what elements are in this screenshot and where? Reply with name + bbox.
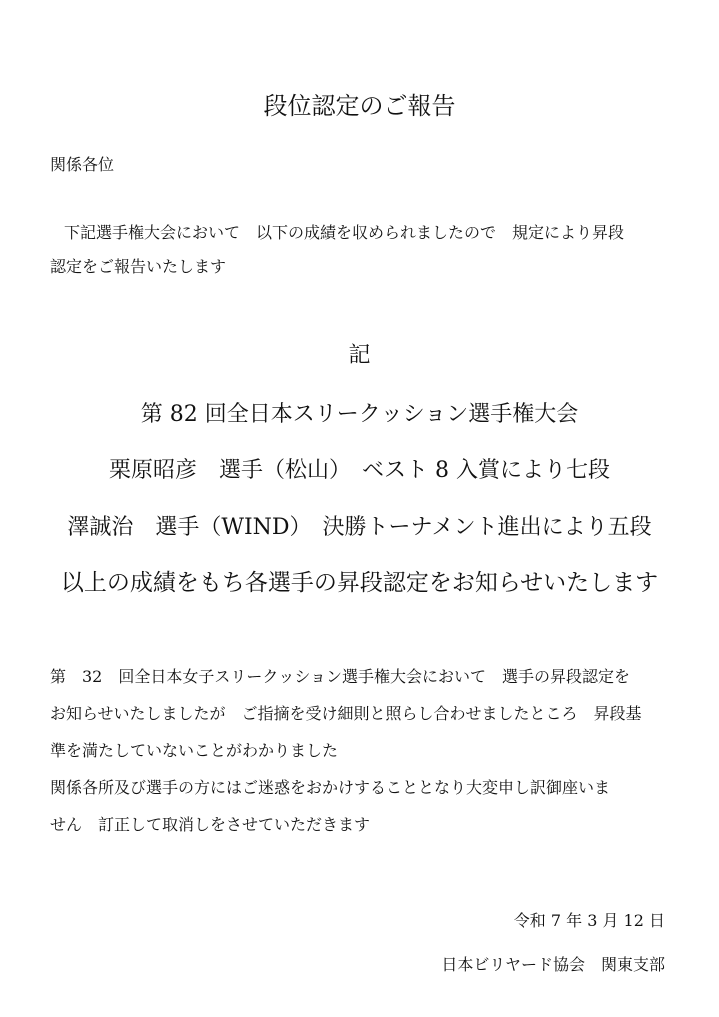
notice-line: お知らせいたしましたが ご指摘を受け細則と照らし合わせましたところ 昇段基	[50, 704, 642, 723]
notice-line: 第 32 回全日本女子スリークッション選手権大会において 選手の昇段認定を	[50, 667, 631, 686]
addressee: 関係各位	[50, 155, 115, 174]
intro-paragraph	[50, 216, 680, 284]
promotion-line-1: 栗原昭彦 選手（松山） ベスト 8 入賞により七段	[109, 458, 610, 483]
correction-notice	[50, 658, 680, 843]
notice-line: せん 訂正して取消しをさせていただきます	[50, 815, 371, 834]
summary-line: 以上の成績をもち各選手の昇段認定をお知らせいたします	[60, 570, 659, 596]
issue-date: 令和 7 年 3 月 12 日	[513, 911, 665, 930]
intro-line: 認定をご報告いたします	[50, 257, 227, 276]
intro-line: 下記選手権大会において 以下の成績を収められましたので 規定により昇段	[64, 223, 625, 242]
document-title: 段位認定のご報告	[263, 92, 456, 120]
notice-line: 準を満たしていないことがわかりました	[50, 741, 339, 760]
ki-heading: 記	[348, 343, 371, 368]
notice-line: 関係各所及び選手の方にはご迷惑をおかけすることとなり大変申し訳御座いま	[50, 778, 611, 797]
issuing-organization: 日本ビリヤード協会 関東支部	[441, 955, 665, 974]
promotion-line-2: 澤誠治 選手（WIND） 決勝トーナメント進出により五段	[67, 515, 652, 540]
tournament-name: 第 82 回全日本スリークッション選手権大会	[140, 402, 579, 427]
